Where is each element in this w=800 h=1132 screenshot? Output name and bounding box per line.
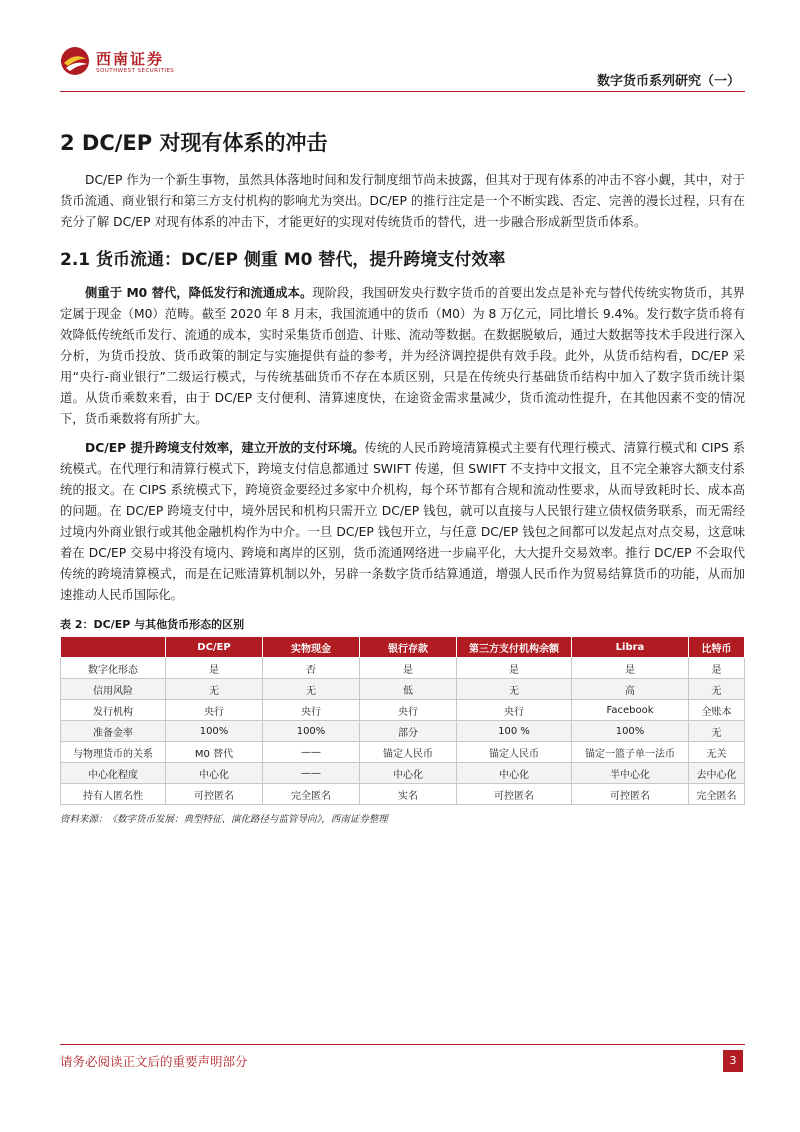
table-cell: 锚定人民币 [457,742,572,763]
table-header-cell: Libra [572,637,689,658]
table-cell: 100 % [457,721,572,742]
table-cell: 是 [360,658,457,679]
table-cell: 实名 [360,784,457,805]
table-row [61,679,745,700]
table-cell: 央行 [457,700,572,721]
table-row [61,742,745,763]
table-cell: 中心化 [360,763,457,784]
company-logo [60,44,180,84]
table-cell: 锚定一篮子单一法币 [572,742,689,763]
table-header-cell: 第三方支付机构余额 [457,637,572,658]
paragraph-m0-body: 现阶段，我国研发央行数字货币的首要出发点是补充与替代传统实物货币，其界定属于现金（M0）范畴。截至 2020 年 8 月末，我国流通中的货币（M0）为 8 万亿元，同比增长 9.4%。发行数字货币将有效降低传统纸币发行、流通的成本，实时采集货币创造、计账、流动等数据。在数据脱敏后，通过大数据等技术手段进行深入分析，为货币投放、货币政策的制定与实施提供有益的参考，并为经济调控提供有效手段。此外，从货币结构看，DC/EP 采用“央行-商业银行”二级运行模式，与传统基础货币不存在本质区别，只是在传统央行基础货币结构中加入了数字货币统计渠道。从货币乘数来看，由于 DC/EP 支付便利、清算速度快，在途资金需求量减少，货币流动性提升，在其他因素不变的情况下，货币乘数将有所扩大。 [60,286,745,426]
table-cell: 无 [457,679,572,700]
table-cell: —— [263,742,360,763]
table-row [61,784,745,805]
main-content [60,128,745,825]
footer-disclaimer-notice: 请务必阅读正文后的重要声明部分 [60,1054,248,1069]
paragraph-cross-border-lead: DC/EP 提升跨境支付效率，建立开放的支付环境。 [85,441,365,455]
currency-comparison-table [60,636,745,805]
table-header-cell: 实物现金 [263,637,360,658]
subsection-title: 2.1 货币流通：DC/EP 侧重 M0 替代，提升跨境支付效率 [60,250,506,270]
table-source-note: 资料来源：《数字货币发展：典型特征、演化路径与监管导向》，西南证券整理 [60,814,388,825]
table-row-label: 准备金率 [61,721,166,742]
paragraph-m0 [60,283,745,430]
table-cell: 无 [689,679,745,700]
paragraph-m0-lead: 侧重于 M0 替代，降低发行和流通成本。 [85,286,313,300]
paragraph-cross-border-body: 传统的人民币跨境清算模式主要有代理行模式、清算行模式和 CIPS 系统模式。在代理行和清算行模式下，跨境支付信息都通过 SWIFT 传递，但 SWIFT 不支持中文报文，且不完全兼容大额支付系统的报文。在 CIPS 系统模式下，跨境资金要经过多家中介机构，每个环节都有合规和流动性要求，从而导致耗时长、成本高的问题。在 DC/EP 跨境支付中，境外居民和机构只需开立 DC/EP 钱包，就可以直接与人民银行建立债权债务联系，而无需经过境内外商业银行或其他金融机构作为中介。一旦 DC/EP 钱包开立，与任意 DC/EP 钱包之间都可以发起点对点交易，这意味着在 DC/EP 交易中将没有境内、跨境和离岸的区别，货币流通网络进一步扁平化，大大提升交易效率。推行 DC/EP 不会取代传统的跨境清算模式，而是在记账清算机制以外，另辟一条数字货币结算通道，增强人民币作为贸易结算货币的功能，从而加速推动人民币国际化。 [60,441,745,602]
table-header-cell [61,637,166,658]
table-cell: 央行 [360,700,457,721]
page-number: 3 [723,1050,743,1072]
table-cell: 可控匿名 [166,784,263,805]
table-cell: 否 [263,658,360,679]
table-row [61,700,745,721]
table-cell: 可控匿名 [457,784,572,805]
table-cell: 高 [572,679,689,700]
logo-emblem-icon [60,46,90,76]
table-row-label: 与物理货币的关系 [61,742,166,763]
table-cell: 部分 [360,721,457,742]
table-cell: 央行 [263,700,360,721]
table-cell: 是 [457,658,572,679]
paragraph-cross-border [60,438,745,606]
table-cell: 全账本 [689,700,745,721]
table-header-cell: 银行存款 [360,637,457,658]
section-title: 2 DC/EP 对现有体系的冲击 [60,131,328,155]
table-cell: 完全匿名 [263,784,360,805]
table-row-label: 持有人匿名性 [61,784,166,805]
header-divider [60,91,745,92]
footer-divider [60,1044,745,1045]
table-cell: Facebook [572,700,689,721]
table-row-label: 中心化程度 [61,763,166,784]
table-cell: 是 [689,658,745,679]
table-header-row [61,637,745,658]
logo-text-cn: 西南证券 [96,50,165,68]
table-cell: 无 [263,679,360,700]
table-header-cell: 比特币 [689,637,745,658]
table-caption: 表 2：DC/EP 与其他货币形态的区别 [60,618,245,631]
table-row [61,721,745,742]
table-cell: 100% [572,721,689,742]
logo-text-en: SOUTHWEST SECURITIES [96,68,175,74]
table-row [61,763,745,784]
table-cell: 中心化 [166,763,263,784]
table-cell: 100% [263,721,360,742]
table-cell: 去中心化 [689,763,745,784]
table-row-label: 信用风险 [61,679,166,700]
table-cell: 是 [572,658,689,679]
table-cell: 完全匿名 [689,784,745,805]
table-cell: 低 [360,679,457,700]
table-row-label: 发行机构 [61,700,166,721]
table-row-label: 数字化形态 [61,658,166,679]
series-title: 数字货币系列研究（一） [596,74,740,89]
table-cell: 锚定人民币 [360,742,457,763]
table-cell: 是 [166,658,263,679]
table-cell: 半中心化 [572,763,689,784]
table-row [61,658,745,679]
table-cell: M0 替代 [166,742,263,763]
table-cell: 100% [166,721,263,742]
table-cell: 无 [689,721,745,742]
section-intro-paragraph: DC/EP 作为一个新生事物，虽然具体落地时间和发行制度细节尚未披露，但其对于现有体系的冲击不容小觑，其中，对于货币流通、商业银行和第三方支付机构的影响尤为突出。DC/EP 的推行注定是一个不断实践、否定、完善的漫长过程，只有在充分了解 DC/EP 对现有体系的冲击下，才能更好的实现对传统货币的替代，进一步融合形成新型货币体系。 [60,173,745,229]
table-cell: —— [263,763,360,784]
page-header [0,0,800,96]
table-cell: 中心化 [457,763,572,784]
table-header-cell: DC/EP [166,637,263,658]
table-cell: 无关 [689,742,745,763]
table-cell: 可控匿名 [572,784,689,805]
table-cell: 无 [166,679,263,700]
table-cell: 央行 [166,700,263,721]
